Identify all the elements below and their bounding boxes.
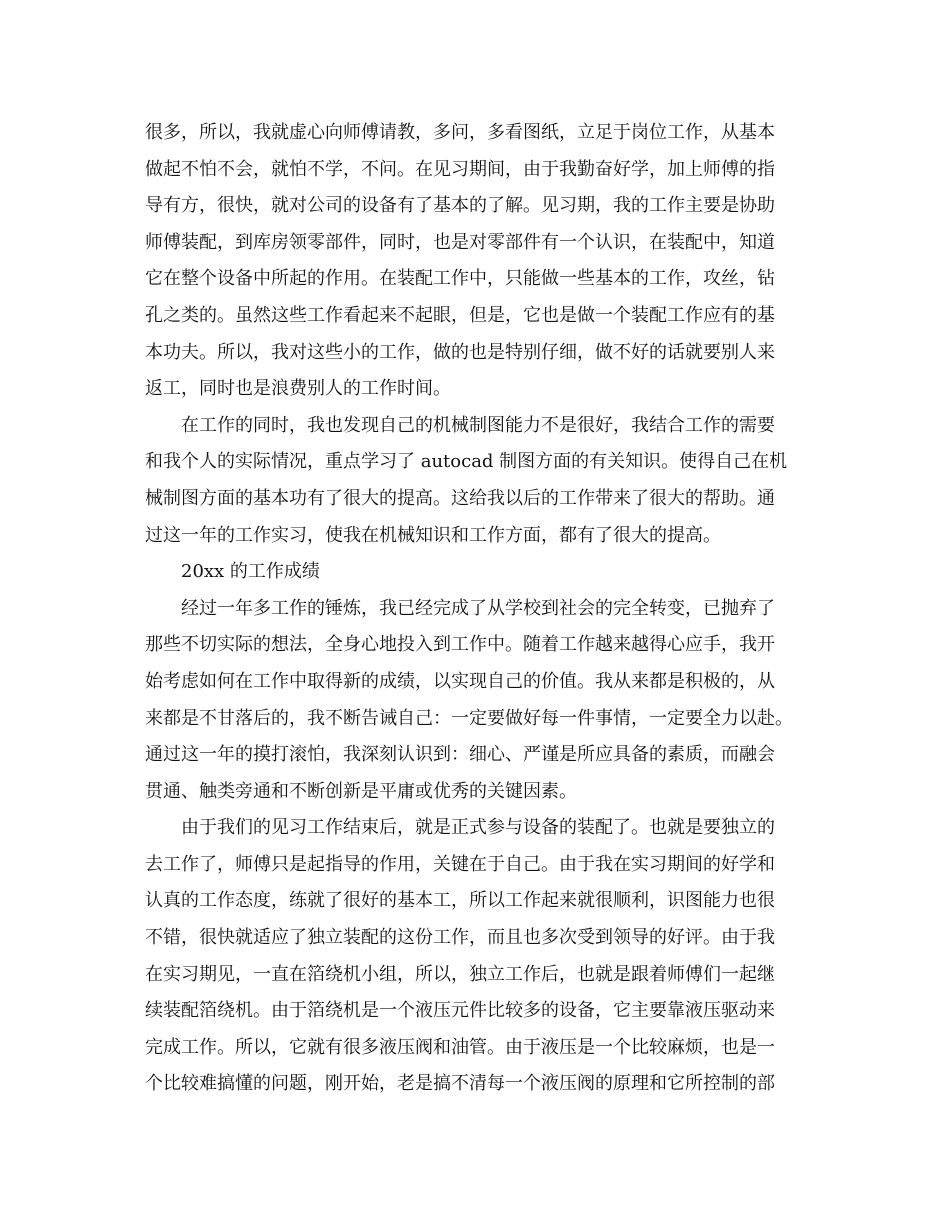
text-line: 孔之类的。虽然这些工作看起来不起眼，但是，它也是做一个装配工作应有的基 [145, 304, 775, 326]
text-line: 续装配箔绕机。由于箔绕机是一个液压元件比较多的设备，它主要靠液压驱动来 [145, 1000, 775, 1022]
paragraph [145, 115, 810, 408]
text-line: 它在整个设备中所起的作用。在装配工作中，只能做一些基本的工作，攻丝，钻 [145, 268, 775, 290]
text-line: 导有方，很快，就对公司的设备有了基本的了解。见习期，我的工作主要是协助 [145, 195, 775, 217]
paragraph [145, 591, 810, 811]
text-line: 很多，所以，我就虚心向师傅请教，多问，多看图纸，立足于岗位工作，从基本 [145, 122, 775, 143]
text-line: 在实习期见，一直在箔绕机小组，所以，独立工作后，也就是跟着师傅们一起继 [145, 963, 775, 985]
paragraph [145, 408, 810, 554]
text-line: 不错，很快就适应了独立装配的这份工作，而且也多次受到领导的好评。由于我 [145, 927, 775, 949]
text-line: 械制图方面的基本功有了很大的提高。这给我以后的工作带来了很大的帮助。通 [145, 487, 775, 509]
text-line: 本功夫。所以，我对这些小的工作，做的也是特别仔细，做不好的话就要别人来 [145, 341, 775, 363]
text-line: 通过这一年的摸打滚怕，我深刻认识到：细心、严谨是所应具备的素质，而融会 [145, 744, 775, 766]
text-line: 在工作的同时，我也发现自己的机械制图能力不是很好，我结合工作的需要 [181, 414, 775, 436]
text-line: 贯通、触类旁通和不断创新是平庸或优秀的关键因素。 [145, 780, 577, 802]
text-line: 由于我们的见习工作结束后，就是正式参与设备的装配了。也就是要独立的 [181, 817, 775, 839]
paragraph [145, 810, 810, 1103]
document-body [145, 115, 810, 1103]
text-line: 认真的工作态度，练就了很好的基本工，所以工作起来就很顺利，识图能力也很 [145, 890, 775, 912]
text-line: 始考虑如何在工作中取得新的成绩，以实现自己的价值。我从来都是积极的，从 [145, 670, 775, 692]
text-line: 去工作了，师傅只是起指导的作用，关键在于自己。由于我在实习期间的好学和 [145, 853, 775, 875]
text-line: 那些不切实际的想法，全身心地投入到工作中。随着工作越来越得心应手，我开 [145, 634, 775, 656]
text-line: 做起不怕不会，就怕不学，不问。在见习期间，由于我勤奋好学，加上师傅的指 [145, 158, 775, 180]
text-line: 返工，同时也是浪费别人的工作时间。 [145, 378, 451, 400]
text-line: 过这一年的工作实习，使我在机械知识和工作方面，都有了很大的提高。 [145, 524, 721, 546]
paragraph [145, 554, 810, 591]
text-line: 师傅装配，到库房领零部件，同时，也是对零部件有一个认识，在装配中，知道 [145, 231, 775, 253]
text-line: 经过一年多工作的锤炼，我已经完成了从学校到社会的完全转变，已抛弃了 [181, 597, 775, 619]
text-line: 个比较难搞懂的问题，刚开始，老是搞不清每一个液压阀的原理和它所控制的部 [145, 1073, 775, 1095]
text-line: 来都是不甘落后的，我不断告诫自己：一定要做好每一件事情，一定要全力以赴。 [145, 707, 793, 729]
text-line: 和我个人的实际情况，重点学习了 autocad 制图方面的有关知识。使得自己在机 [145, 451, 788, 473]
text-line: 完成工作。所以，它就有很多液压阀和油管。由于液压是一个比较麻烦，也是一 [145, 1036, 775, 1058]
text-line: 20xx 的工作成绩 [181, 561, 320, 583]
